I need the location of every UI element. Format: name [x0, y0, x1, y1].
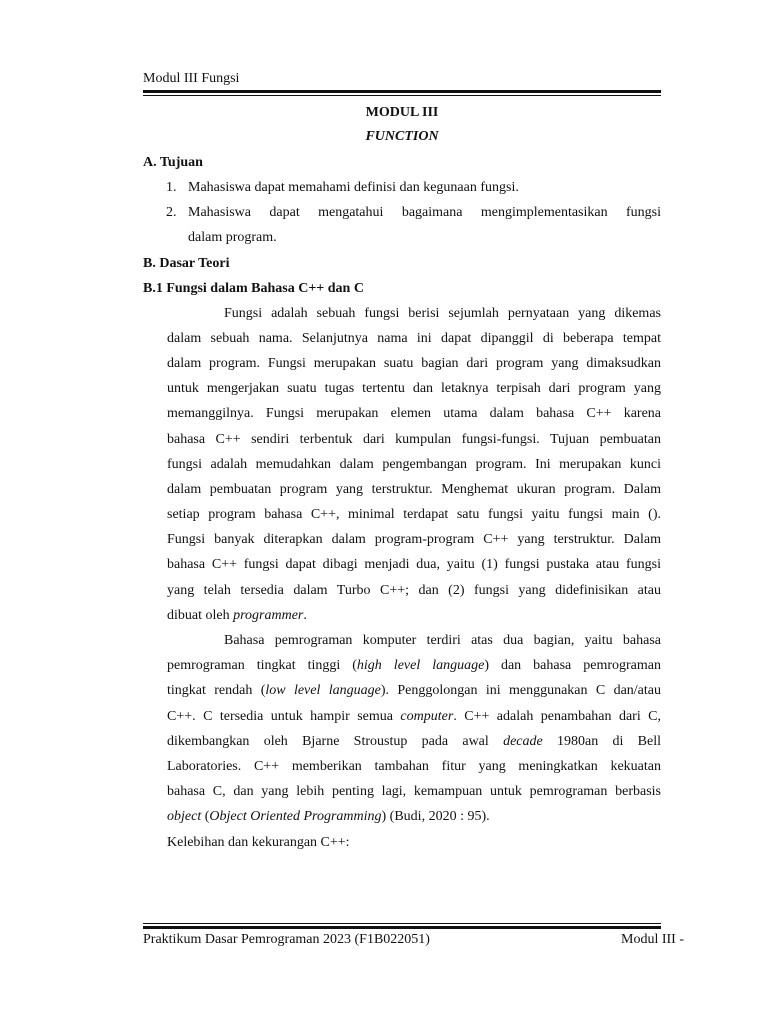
header-rule-thin [143, 95, 661, 96]
list-item-2-line-2: dalam program. [188, 230, 277, 245]
paragraph-1-line: memanggilnya. Fungsi merupakan elemen utama dalam bahasa C++ karena [167, 406, 661, 421]
footer-page-label: Modul III - [621, 932, 684, 947]
module-title: MODUL III [365, 105, 439, 120]
list-item-2-line-1: Mahasiswa dapat mengatahui bagaimana mengimplementasikan fungsi [188, 205, 661, 220]
footer-rule-thick [143, 926, 661, 929]
paragraph-2-line: Bahasa pemrograman komputer terdiri atas dua bagian, yaitu bahasa [224, 633, 661, 648]
paragraph-1-line: setiap program bahasa C++, minimal terdapat satu fungsi yaitu fungsi main (). [167, 507, 661, 522]
running-header: Modul III Fungsi [143, 71, 240, 86]
paragraph-1-line: Fungsi banyak diterapkan dalam program-program C++ yang terstruktur. Dalam [167, 532, 661, 547]
paragraph-2-line: tingkat rendah (low level language). Penggolongan ini menggunakan C dan/atau [167, 683, 661, 698]
paragraph-2-line: dikembangkan oleh Bjarne Stroustup pada awal decade 1980an di Bell [167, 734, 661, 749]
paragraph-2-line: Laboratories. C++ memberikan tambahan fitur yang meningkatkan kekuatan [167, 759, 661, 774]
paragraph-2-line: C++. C tersedia untuk hampir semua computer. C++ adalah penambahan dari C, [167, 709, 661, 724]
paragraph-1-line: dalam pembuatan program yang terstruktur. Menghemat ukuran program. Dalam [167, 482, 661, 497]
module-subtitle: FUNCTION [365, 129, 439, 144]
paragraph-2-last-line: object (Object Oriented Programming) (Budi, 2020 : 95). [167, 809, 490, 824]
section-a-heading: A. Tujuan [143, 155, 203, 170]
paragraph-1-line: fungsi adalah memudahkan dalam pengembangan program. Ini merupakan kunci [167, 457, 661, 472]
footer-rule-thin [143, 923, 661, 924]
paragraph-1-line: bahasa C++ fungsi dapat dibagi menjadi dua, yaitu (1) fungsi pustaka atau fungsi [167, 557, 661, 572]
list-number-1: 1. [166, 180, 177, 195]
section-b1-heading: B.1 Fungsi dalam Bahasa C++ dan C [143, 281, 364, 296]
paragraph-1-last-line: dibuat oleh programmer. [167, 608, 307, 623]
paragraph-1-line: dalam sebuah nama. Selanjutnya nama ini dapat dipanggil di beberapa tempat [167, 331, 661, 346]
closing-line: Kelebihan dan kekurangan C++: [167, 835, 350, 850]
paragraph-1-line: bahasa C++ sendiri terbentuk dari kumpulan fungsi-fungsi. Tujuan pembuatan [167, 432, 661, 447]
paragraph-1-line: yang telah tersedia dalam Turbo C++; dan (2) fungsi yang didefinisikan atau [167, 583, 661, 598]
paragraph-1-line: untuk mengerjakan suatu tugas tertentu dan letaknya terpisah dari program yang [167, 381, 661, 396]
section-b-heading: B. Dasar Teori [143, 256, 230, 271]
paragraph-1-line: Fungsi adalah sebuah fungsi berisi sejumlah pernyataan yang dikemas [224, 306, 661, 321]
footer-course: Praktikum Dasar Pemrograman 2023 (F1B022051) [143, 932, 430, 947]
paragraph-2-line: bahasa C, dan yang lebih penting lagi, kemampuan untuk pemrograman berbasis [167, 784, 661, 799]
header-rule-thick [143, 90, 661, 93]
paragraph-2-line: pemrograman tingkat tinggi (high level language) dan bahasa pemrograman [167, 658, 661, 673]
list-number-2: 2. [166, 205, 177, 220]
list-item-1: Mahasiswa dapat memahami definisi dan kegunaan fungsi. [188, 180, 519, 195]
paragraph-1-line: dalam program. Fungsi merupakan suatu bagian dari program yang dimaksudkan [167, 356, 661, 371]
